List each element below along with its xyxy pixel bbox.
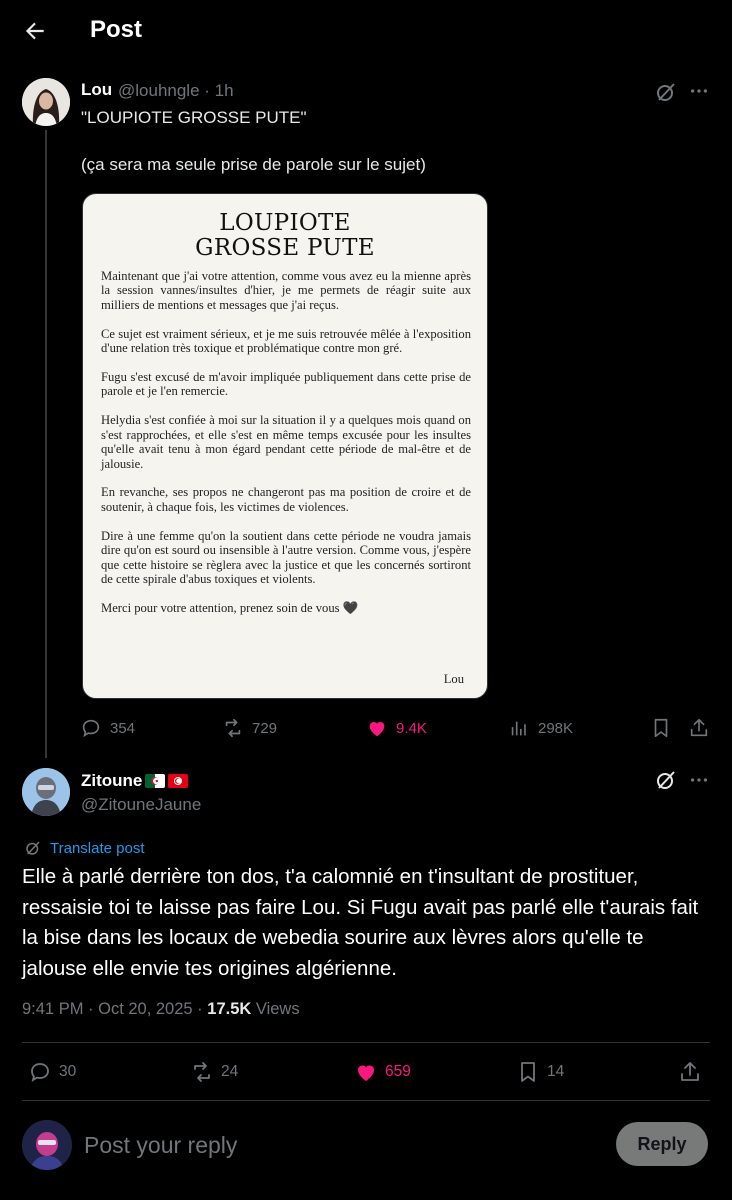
- bookmark-icon: [516, 1060, 540, 1084]
- repost-button[interactable]: [190, 1058, 238, 1086]
- bookmark-button[interactable]: [516, 1058, 564, 1086]
- like-button[interactable]: [366, 716, 427, 740]
- share-icon: [678, 1060, 702, 1084]
- more-icon: [688, 769, 710, 791]
- grok-icon: [654, 768, 678, 792]
- views-count: 298K: [538, 719, 574, 737]
- views-label: Views: [251, 1000, 300, 1018]
- algeria-flag-icon: [145, 774, 165, 788]
- divider: [22, 1100, 710, 1101]
- image-title-line: GROSSE PUTE: [195, 235, 375, 261]
- author-avatar-lou[interactable]: [22, 78, 70, 126]
- back-arrow-icon: [22, 18, 48, 44]
- author-name[interactable]: Zitoune: [81, 771, 143, 790]
- post-text-secondary: (ça sera ma seule prise de parole sur le sujet): [81, 155, 426, 174]
- reply-button[interactable]: [28, 1058, 76, 1086]
- image-title: [83, 211, 487, 261]
- tunisia-flag-icon: [168, 774, 188, 788]
- avatar-image: [22, 78, 70, 126]
- repost-button[interactable]: [222, 716, 277, 740]
- image-signature: Lou: [443, 672, 464, 686]
- bookmark-icon: [650, 717, 672, 739]
- repost-count: 24: [221, 1063, 239, 1080]
- share-button[interactable]: [688, 716, 710, 740]
- back-button[interactable]: [22, 18, 48, 44]
- like-count: 9.4K: [396, 719, 427, 737]
- bookmark-button[interactable]: [650, 716, 672, 740]
- reply-count: 30: [59, 1063, 77, 1080]
- repost-count: 729: [252, 719, 278, 737]
- divider: [22, 1042, 710, 1043]
- post-image[interactable]: [82, 193, 488, 699]
- thread-connector: [45, 130, 47, 758]
- author-avatar-zitoune[interactable]: [22, 768, 70, 816]
- image-paragraph: Ce sujet est vraiment sérieux, et je me suis retrouvée mêlée à l'exposition d'une relation très toxique et problématique contre mon gré.: [101, 326, 471, 356]
- views-button[interactable]: [508, 716, 573, 740]
- translate-post-link[interactable]: [24, 839, 145, 857]
- current-user-avatar[interactable]: [22, 1120, 72, 1170]
- image-paragraph: Merci pour votre attention, prenez soin de vous 🖤: [101, 600, 359, 615]
- more-button[interactable]: [688, 80, 710, 102]
- author-name-row[interactable]: [81, 771, 188, 791]
- image-paragraph: Maintenant que j'ai votre attention, comme vous avez eu la mienne après la session vannes/insultes d'hier, je me permets de réagir suite aux milliers de mentions et messages que j'ai reçus.: [101, 269, 471, 312]
- views-count: 17.5K: [207, 1000, 252, 1018]
- image-paragraph: Helydia s'est confiée à moi sur la situation il y a quelques mois quand on s'est rapprochées, et elle s'est en même temps excusée pour les insultes qu'elle avait tenu à mon égard pendant cette période de mal-être et de jalousie.: [101, 413, 471, 471]
- image-paragraph: Dire à une femme qu'on la soutient dans cette période ne voudra jamais dire qu'on est sourd ou insensible à l'autre version. Comme vous, j'espère que cette histoire se règlera avec la justice et que les concernés sortiront de cette spirale d'abus toxiques et violents.: [101, 528, 471, 586]
- image-paragraph: En revanche, ses propos ne changeront pas ma position de croire et de soutenir, à chaque fois, les victimes de violences.: [101, 485, 471, 514]
- repost-icon: [222, 717, 244, 739]
- grok-button[interactable]: [654, 768, 678, 792]
- share-icon: [688, 717, 710, 739]
- reply-icon: [80, 717, 102, 739]
- bookmark-count: 14: [547, 1063, 565, 1080]
- post-meta: [22, 1000, 300, 1019]
- heart-icon: [354, 1060, 378, 1084]
- reply-input[interactable]: [84, 1128, 584, 1162]
- reply-submit-button[interactable]: Reply: [616, 1122, 708, 1166]
- image-body: [101, 269, 471, 630]
- like-count: 659: [385, 1063, 411, 1080]
- share-button[interactable]: [678, 1058, 702, 1086]
- avatar-image: [22, 768, 70, 816]
- image-title-line: LOUPIOTE: [219, 210, 351, 236]
- translate-icon: [24, 839, 42, 857]
- views-icon: [508, 717, 530, 739]
- author-handle-time[interactable]: @louhngle · 1h: [118, 81, 234, 100]
- post-text: "LOUPIOTE GROSSE PUTE": [81, 108, 307, 127]
- translate-label: Translate post: [50, 839, 145, 857]
- more-icon: [688, 80, 710, 102]
- more-button[interactable]: [688, 769, 710, 791]
- grok-icon: [654, 80, 678, 104]
- page-title: Post: [90, 16, 143, 43]
- author-handle[interactable]: @ZitouneJaune: [81, 795, 202, 814]
- like-button[interactable]: [354, 1058, 411, 1086]
- reply-count: 354: [110, 719, 136, 737]
- reply-button[interactable]: [80, 716, 135, 740]
- repost-icon: [190, 1060, 214, 1084]
- post-timestamp[interactable]: 9:41 PM · Oct 20, 2025 ·: [22, 1000, 208, 1018]
- avatar-image: [22, 1120, 72, 1170]
- author-name[interactable]: Lou: [81, 80, 113, 99]
- post-text: Elle à parlé derrière ton dos, t'a calomnié en t'insultant de prostituer, ressaisie toi te laisse pas faire Lou. Si Fugu avait pas parlé elle t'aurais fait la bise dans les locaux de webedia sourire aux lèvres alors qu'elle te jalouse elle envie tes origines algérienne.: [22, 865, 699, 980]
- image-paragraph: Fugu s'est excusé de m'avoir impliquée publiquement dans cette prise de parole et je l'en remercie.: [101, 370, 471, 399]
- grok-button[interactable]: [654, 80, 678, 104]
- reply-icon: [28, 1060, 52, 1084]
- heart-icon: [366, 717, 388, 739]
